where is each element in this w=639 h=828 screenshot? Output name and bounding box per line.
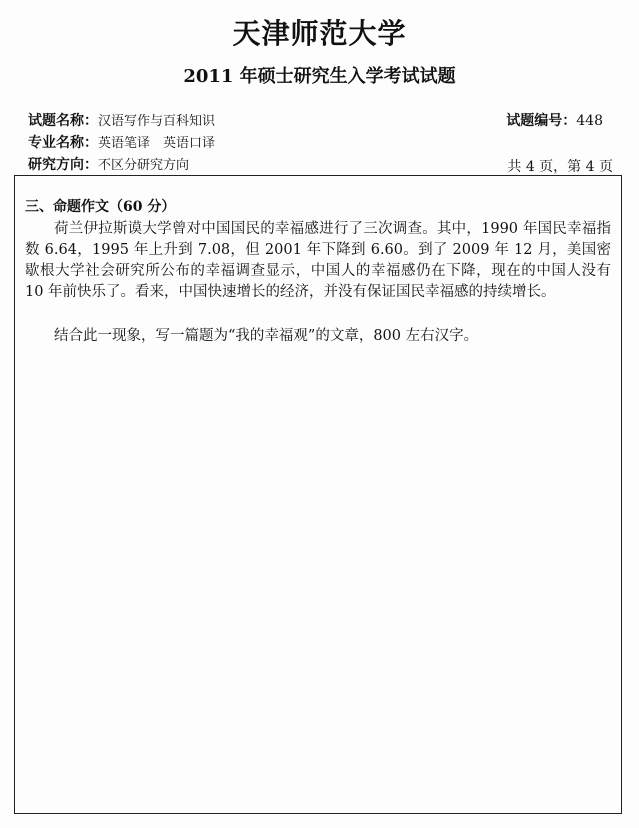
question-box [14, 175, 622, 814]
exam-title: 2011 年硕士研究生入学考试试题 [183, 66, 456, 87]
subject-value: 汉语写作与百科知识 [98, 114, 216, 129]
direction-label: 研究方向： [28, 157, 98, 173]
direction-row [28, 154, 189, 174]
subject-row [28, 110, 215, 130]
question-paragraph-2: 结合此一现象，写一篇题为“我的幸福观”的文章，800 左右汉字。 [54, 328, 479, 344]
question-paragraph-1: 荷兰伊拉斯谟大学曾对中国国民的幸福感进行了三次调查。其中，1990 年国民幸福指数 6.64，1995 年上升到 7.08，但 2001 年下降到 6.60。到了 2009 年 12 月，美国密歇根大学社会研究所公布的幸福调查显示，中国人的幸福感仍在下降，现在的中国人没有 10 年前快乐了。看来，中国快速增长的经济，并没有保证国民幸福感的持续增长。 [25, 221, 611, 300]
subject-label: 试题名称： [28, 113, 98, 129]
major-row [28, 132, 215, 152]
direction-value: 不区分研究方向 [98, 158, 190, 173]
code-label: 试题编号： [506, 113, 577, 129]
page-count: 共 4 页，第 4 页 [507, 159, 613, 175]
major-value: 英语笔译 英语口译 [98, 136, 216, 151]
major-label: 专业名称： [28, 135, 98, 151]
section-heading: 三、命题作文（60 分） [25, 199, 176, 215]
university-name: 天津师范大学 [232, 17, 407, 50]
exam-code [506, 110, 603, 130]
code-value: 448 [576, 113, 603, 129]
